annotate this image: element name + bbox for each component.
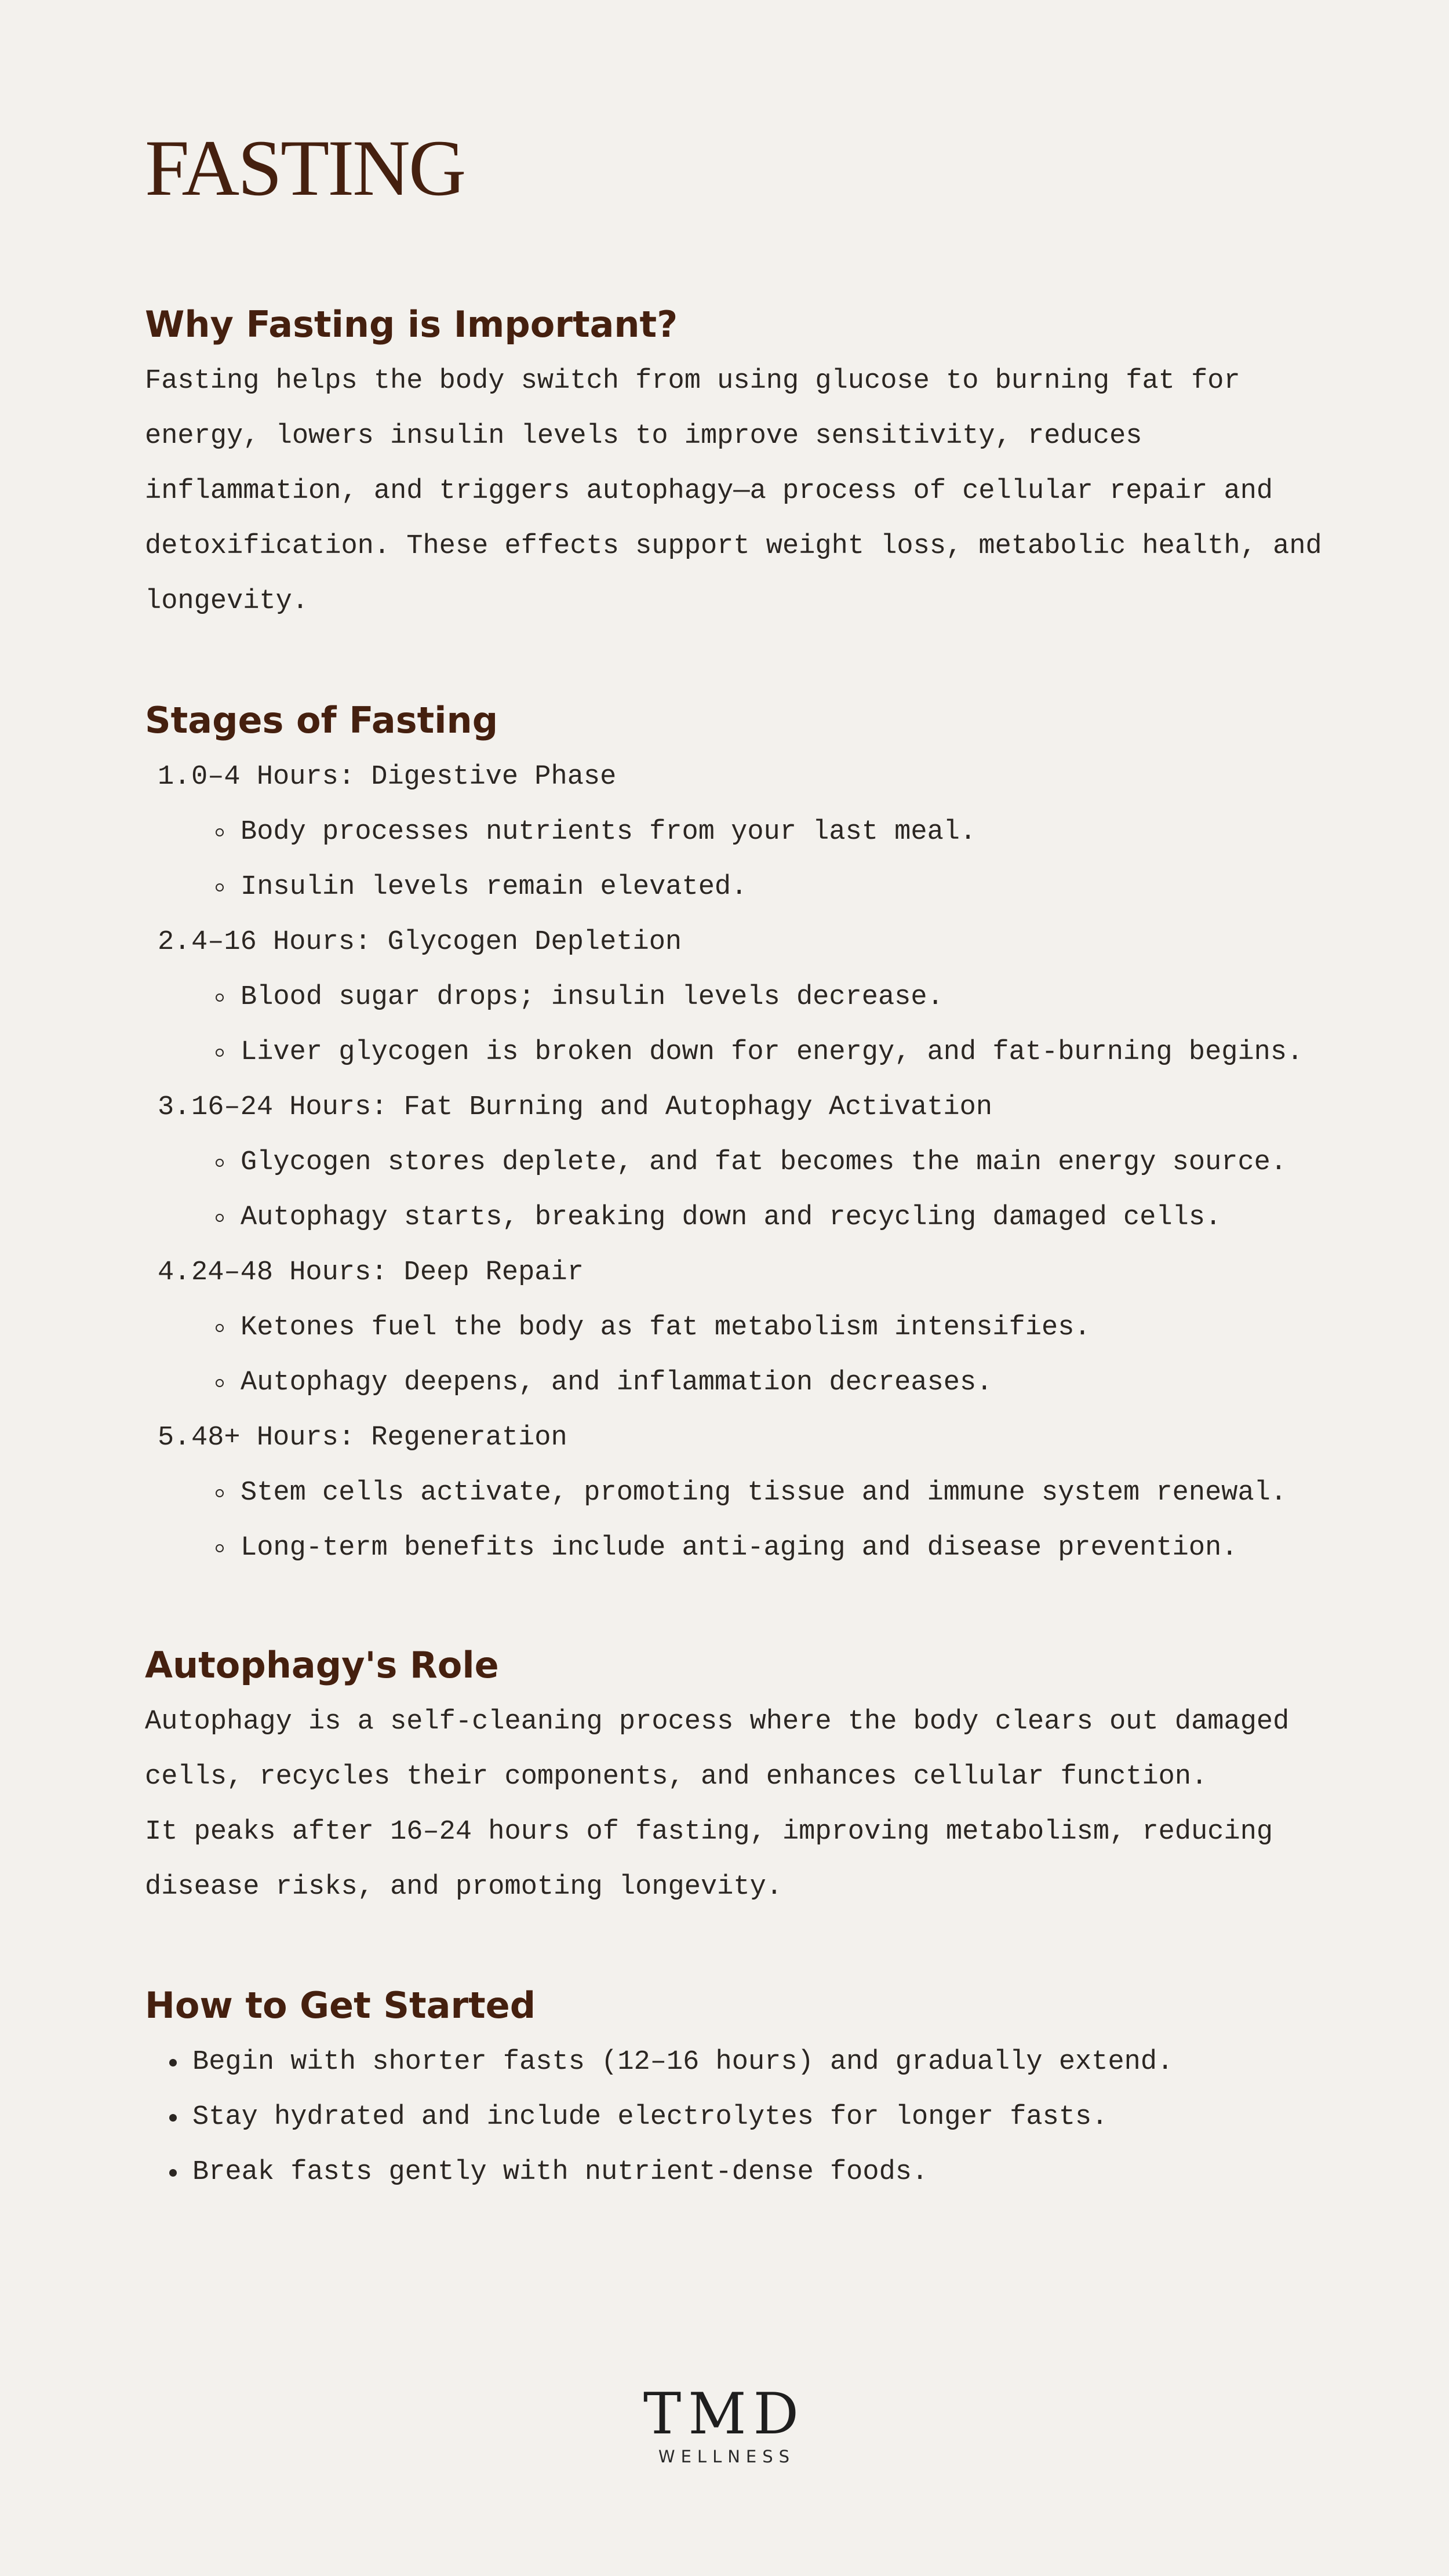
list-item	[145, 1025, 1362, 1080]
stage-label: 16–24 Hours: Fat Burning and Autophagy Activation	[191, 1092, 993, 1123]
hollow-bullet-icon	[216, 1214, 224, 1222]
bullet-icon	[169, 2114, 177, 2122]
paragraph-line: Autophagy is a self-cleaning process where the body clears out damaged	[145, 1707, 1290, 1737]
brand-logo	[609, 2382, 840, 2467]
hollow-bullet-icon	[216, 1489, 224, 1497]
point-text: Ketones fuel the body as fat metabolism intensifies.	[241, 1312, 1091, 1343]
stage-points	[145, 1300, 1362, 1410]
paragraph-line: Fasting helps the body switch from using glucose to burning fat for	[145, 366, 1240, 396]
list-item	[145, 2090, 1362, 2145]
stage-points	[145, 805, 1362, 915]
stage-points	[145, 970, 1362, 1080]
stage-number: 4.	[158, 1257, 191, 1288]
stage-item	[145, 1245, 1362, 1410]
item-text: Break fasts gently with nutrient-dense foods.	[192, 2157, 929, 2188]
stage-item	[145, 915, 1362, 1080]
list-item	[145, 860, 1362, 915]
stage-item	[145, 1080, 1362, 1245]
list-item	[145, 805, 1362, 860]
logo-subtitle: WELLNESS	[658, 2447, 796, 2466]
list-item	[145, 1300, 1362, 1355]
autophagy-section	[145, 1642, 1362, 1915]
point-text: Long-term benefits include anti-aging and disease prevention.	[241, 1533, 1238, 1563]
logo-mark: TMD	[643, 2381, 806, 2447]
hollow-bullet-icon	[216, 1049, 224, 1057]
stages-heading: Stages of Fasting	[145, 699, 498, 741]
paragraph-line: cells, recycles their components, and enhances cellular function.	[145, 1762, 1208, 1792]
point-text: Glycogen stores deplete, and fat becomes the main energy source.	[241, 1147, 1287, 1178]
stage-points	[145, 1135, 1362, 1245]
stage-number: 1.	[158, 762, 191, 792]
list-item	[145, 1465, 1362, 1520]
hollow-bullet-icon	[216, 1379, 224, 1387]
stage-label: 24–48 Hours: Deep Repair	[191, 1257, 584, 1288]
list-item	[145, 970, 1362, 1025]
point-text: Blood sugar drops; insulin levels decrease.	[241, 982, 944, 1013]
paragraph-line: inflammation, and triggers autophagy—a process of cellular repair and	[145, 476, 1273, 507]
get-started-list	[145, 2035, 1362, 2200]
paragraph-line: disease risks, and promoting longevity.	[145, 1872, 782, 1902]
paragraph-line: It peaks after 16–24 hours of fasting, improving metabolism, reducing	[145, 1817, 1273, 1847]
stage-points	[145, 1465, 1362, 1576]
bullet-icon	[169, 2059, 177, 2066]
list-item	[145, 1135, 1362, 1190]
hollow-bullet-icon	[216, 1324, 224, 1332]
point-text: Autophagy deepens, and inflammation decreases.	[241, 1367, 993, 1398]
hollow-bullet-icon	[216, 828, 224, 836]
point-text: Autophagy starts, breaking down and recycling damaged cells.	[241, 1202, 1222, 1233]
point-text: Insulin levels remain elevated.	[241, 872, 748, 903]
stage-item	[145, 749, 1362, 915]
list-item	[145, 1355, 1362, 1410]
stage-label: 48+ Hours: Regeneration	[191, 1422, 567, 1453]
paragraph-line: detoxification. These effects support weight loss, metabolic health, and	[145, 531, 1322, 562]
point-text: Stem cells activate, promoting tissue and immune system renewal.	[241, 1478, 1287, 1508]
importance-section	[145, 301, 1362, 629]
page-title: FASTING	[145, 123, 465, 212]
stage-label: 0–4 Hours: Digestive Phase	[191, 762, 617, 792]
autophagy-paragraph	[145, 1694, 1362, 1915]
stage-number: 2.	[158, 927, 191, 958]
item-text: Stay hydrated and include electrolytes for longer fasts.	[192, 2102, 1108, 2133]
hollow-bullet-icon	[216, 1544, 224, 1552]
point-text: Body processes nutrients from your last meal.	[241, 817, 977, 847]
point-text: Liver glycogen is broken down for energy, and fat-burning begins.	[241, 1037, 1304, 1068]
hollow-bullet-icon	[216, 1159, 224, 1167]
stage-number: 5.	[158, 1422, 191, 1453]
list-item	[145, 2145, 1362, 2200]
hollow-bullet-icon	[216, 994, 224, 1002]
hollow-bullet-icon	[216, 883, 224, 892]
paragraph-line: longevity.	[145, 586, 309, 617]
get-started-section	[145, 1982, 1362, 2200]
list-item	[145, 1190, 1362, 1245]
stages-section	[145, 697, 1362, 1576]
importance-paragraph	[145, 354, 1362, 629]
bullet-icon	[169, 2169, 177, 2177]
paragraph-line: energy, lowers insulin levels to improve sensitivity, reduces	[145, 421, 1142, 452]
list-item	[145, 2035, 1362, 2090]
stage-item	[145, 1410, 1362, 1576]
stages-list	[145, 749, 1362, 1576]
get-started-heading: How to Get Started	[145, 1984, 536, 2026]
list-item	[145, 1520, 1362, 1576]
item-text: Begin with shorter fasts (12–16 hours) and gradually extend.	[192, 2047, 1174, 2077]
stage-label: 4–16 Hours: Glycogen Depletion	[191, 927, 682, 958]
stage-number: 3.	[158, 1092, 191, 1123]
importance-heading: Why Fasting is Important?	[145, 303, 678, 345]
autophagy-heading: Autophagy's Role	[145, 1644, 499, 1686]
